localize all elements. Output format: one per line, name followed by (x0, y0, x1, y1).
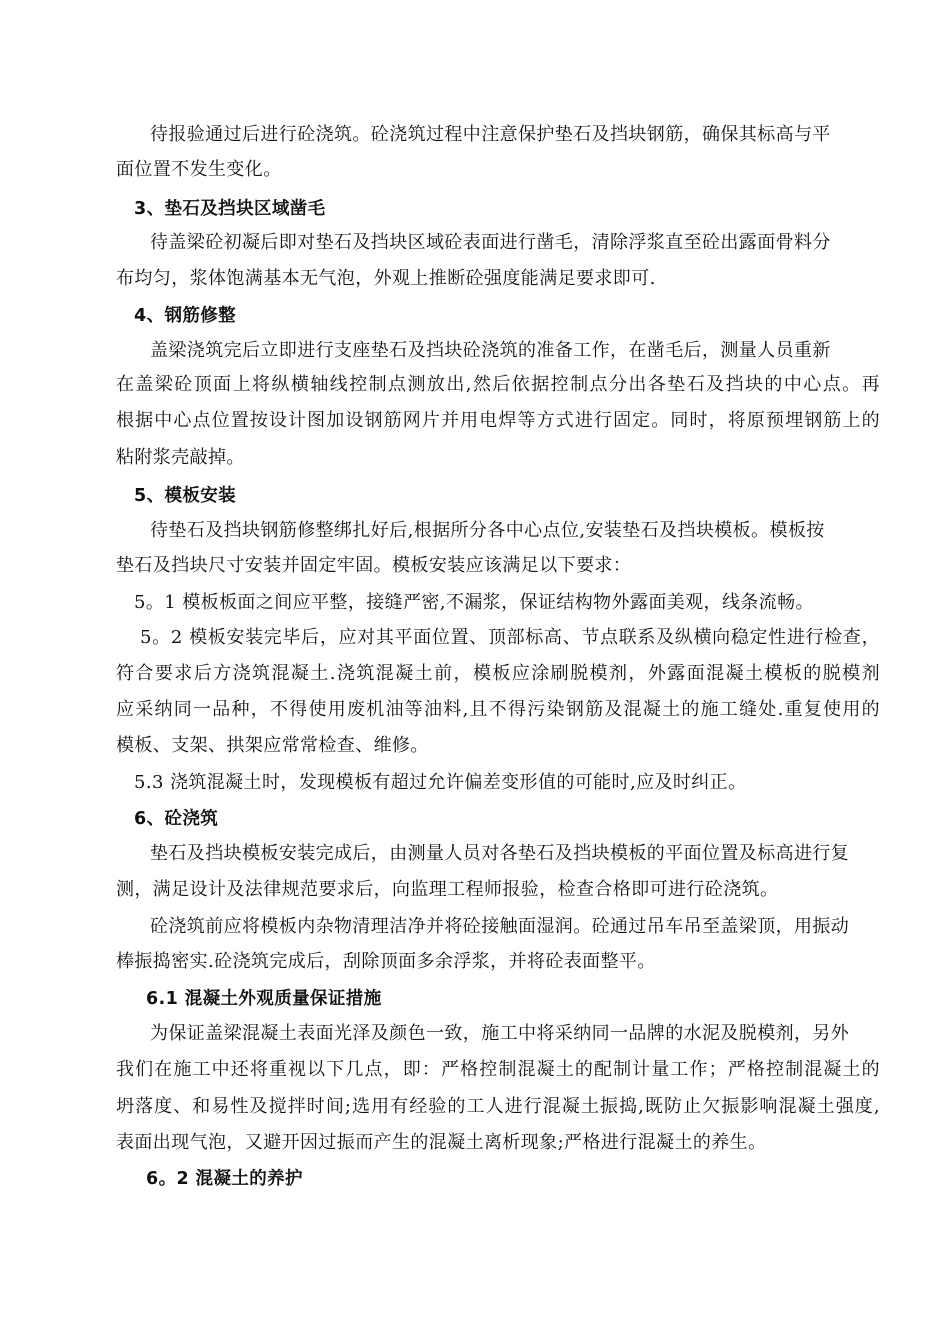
section-heading-4: 4、钢筋修整 (134, 306, 237, 326)
paragraph-line: 垫石及挡块模板安装完成后，由测量人员对各垫石及挡块模板的平面位置及标高进行复 (150, 843, 850, 864)
paragraph-line: 棒振捣密实.砼浇筑完成后，刮除顶面多余浮浆，并将砼表面整平。 (116, 951, 656, 972)
list-item-5-1: 5。1 模板板面之间应平整，接缝严密,不漏浆，保证结构物外露面美观，线条流畅。 (134, 592, 814, 613)
paragraph-line: 在盖梁砼顶面上将纵横轴线控制点测放出,然后依据控制点分出各垫石及挡块的中心点。再 (116, 374, 880, 395)
paragraph-line: 根据中心点位置按设计图加设钢筋网片并用电焊等方式进行固定。同时，将原预埋钢筋上的 (116, 410, 880, 431)
paragraph-line: 为保证盖梁混凝土表面光泽及颜色一致，施工中将采纳同一品牌的水泥及脱模剂，另外 (150, 1023, 850, 1044)
paragraph-line: 面位置不发生变化。 (116, 159, 282, 180)
paragraph-line: 我们在施工中还将重视以下几点，即：严格控制混凝土的配制计量工作；严格控制混凝土的 (116, 1059, 880, 1080)
list-item-5-3: 5.3 浇筑混凝土时，发现模板有超过允许偏差变形值的可能时,应及时纠正。 (134, 772, 747, 793)
paragraph-line: 盖梁浇筑完后立即进行支座垫石及挡块砼浇筑的准备工作，在凿毛后，测量人员重新 (150, 340, 831, 361)
section-heading-6-2: 6。2 混凝土的养护 (146, 1169, 303, 1189)
list-item-5-2: 5。2 模板安装完毕后，应对其平面位置、顶部标高、节点联系及纵横向稳定性进行检查， (140, 627, 880, 648)
paragraph-line: 测，满足设计及法律规范要求后，向监理工程师报验，检查合格即可进行砼浇筑。 (116, 879, 779, 900)
paragraph-line: 待盖梁砼初凝后即对垫石及挡块区域砼表面进行凿毛，清除浮浆直至砼出露面骨料分 (150, 232, 831, 253)
section-heading-6: 6、砼浇筑 (134, 809, 219, 829)
paragraph-line: 模板、支架、拱架应常常检查、维修。 (116, 735, 429, 756)
paragraph-line: 粘附浆壳敲掉。 (116, 447, 245, 468)
paragraph-line: 布均匀，浆体饱满基本无气泡，外观上推断砼强度能满足要求即可. (116, 268, 656, 289)
paragraph-line: 应采纳同一品种，不得使用废机油等油料,且不得污染钢筋及混凝土的施工缝处.重复使用的 (116, 699, 880, 720)
paragraph-line: 符合要求后方浇筑混凝土.浇筑混凝土前，模板应涂刷脱模剂，外露面混凝土模板的脱模剂 (116, 663, 880, 684)
paragraph-line: 垫石及挡块尺寸安装并固定牢固。模板安装应该满足以下要求： (116, 555, 632, 576)
paragraph-line: 砼浇筑前应将模板内杂物清理洁净并将砼接触面湿润。砼通过吊车吊至盖梁顶，用振动 (150, 916, 850, 937)
paragraph-line: 表面出现气泡，又避开因过振而产生的混凝土离析现象;严格进行混凝土的养生。 (116, 1132, 767, 1153)
section-heading-6-1: 6.1 混凝土外观质量保证措施 (146, 989, 382, 1009)
paragraph-line: 坍落度、和易性及搅拌时间;选用有经验的工人进行混凝土振捣,既防止欠振影响混凝土强度, (116, 1096, 880, 1117)
paragraph-line: 待垫石及挡块钢筋修整绑扎好后,根据所分各中心点位,安装垫石及挡块模板。模板按 (150, 520, 825, 541)
section-heading-3: 3、垫石及挡块区域凿毛 (134, 199, 326, 219)
paragraph-line: 待报验通过后进行砼浇筑。砼浇筑过程中注意保护垫石及挡块钢筋，确保其标高与平 (150, 124, 831, 145)
section-heading-5: 5、模板安装 (134, 486, 237, 506)
